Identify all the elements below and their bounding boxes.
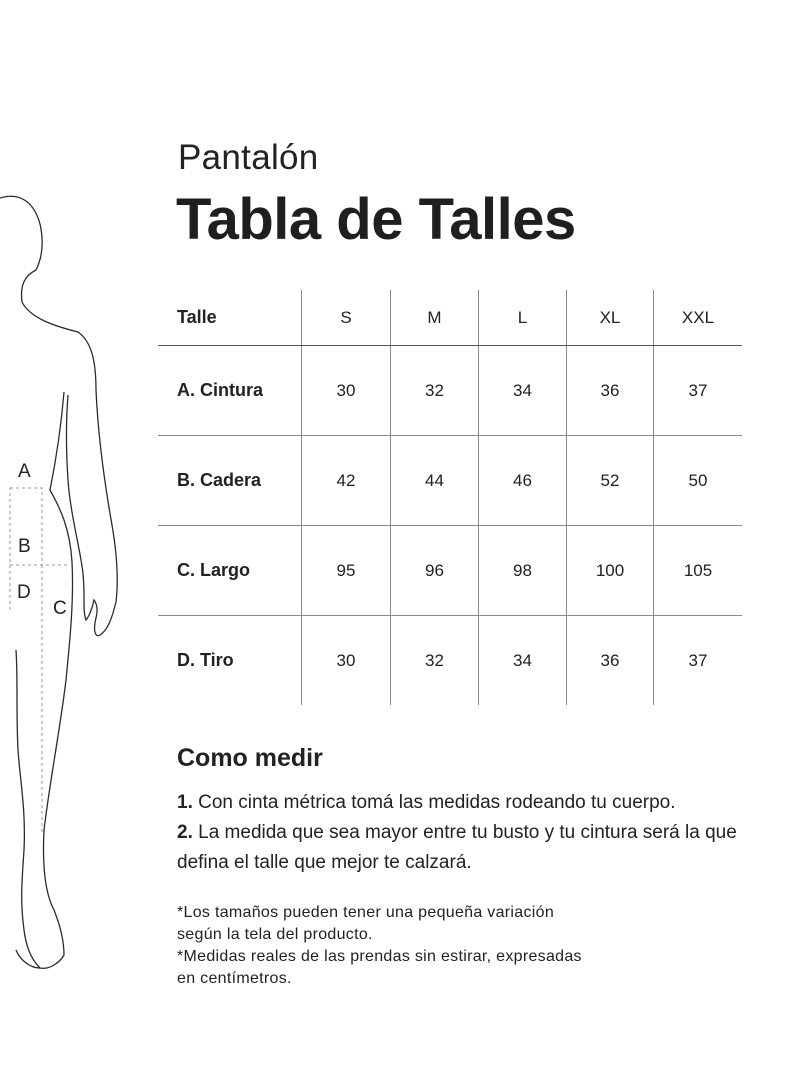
table-corner-label: Talle — [158, 290, 302, 346]
figure-label-c: C — [53, 598, 67, 619]
footnote-line: según la tela del producto. — [177, 926, 373, 943]
footnote-line: *Medidas reales de las prendas sin estirar, expresadas — [177, 948, 582, 965]
table-cell: 32 — [391, 346, 479, 436]
step-text: La medida que sea mayor entre tu busto y tu cintura será la que defina el talle que mejor te calzará. — [177, 822, 737, 873]
table-cell: 96 — [391, 526, 479, 616]
table-cell: 95 — [302, 526, 391, 616]
size-header-xl: XL — [567, 290, 654, 346]
table-cell: 98 — [479, 526, 567, 616]
table-cell: 36 — [567, 346, 654, 436]
table-cell: 50 — [654, 436, 743, 526]
table-cell: 46 — [479, 436, 567, 526]
table-row-largo — [158, 526, 742, 616]
step-text: Con cinta métrica tomá las medidas rodeando tu cuerpo. — [198, 792, 676, 813]
size-chart-table — [158, 290, 742, 705]
table-cell: 52 — [567, 436, 654, 526]
table-row-cadera — [158, 436, 742, 526]
table-cell: 30 — [302, 616, 391, 706]
body-silhouette-illustration — [0, 190, 130, 980]
table-cell: 32 — [391, 616, 479, 706]
figure-label-b: B — [18, 536, 31, 557]
footnote-line: *Los tamaños pueden tener una pequeña variación — [177, 904, 555, 921]
page-subtitle: Pantalón — [178, 138, 319, 177]
step-number: 2. — [177, 822, 193, 843]
table-cell: 44 — [391, 436, 479, 526]
table-cell: 30 — [302, 346, 391, 436]
table-cell: 37 — [654, 346, 743, 436]
size-header-l: L — [479, 290, 567, 346]
row-label: B. Cadera — [158, 436, 302, 526]
table-cell: 105 — [654, 526, 743, 616]
step-item — [177, 818, 777, 878]
table-header-row — [158, 290, 742, 346]
table-cell: 34 — [479, 616, 567, 706]
page-title: Tabla de Talles — [176, 187, 576, 252]
row-label: A. Cintura — [158, 346, 302, 436]
figure-label-d: D — [17, 582, 31, 603]
table-cell: 100 — [567, 526, 654, 616]
table-cell: 34 — [479, 346, 567, 436]
row-label: D. Tiro — [177, 650, 234, 670]
table-row-tiro — [158, 616, 742, 706]
how-to-measure-heading: Como medir — [177, 744, 323, 772]
table-cell: 36 — [567, 616, 654, 706]
row-label: C. Largo — [158, 526, 302, 616]
step-number: 1. — [177, 792, 193, 813]
figure-label-a: A — [18, 461, 31, 482]
size-header-m: M — [391, 290, 479, 346]
size-header-s: S — [302, 290, 391, 346]
footnote-line: en centímetros. — [177, 970, 292, 987]
size-header-xxl: XXL — [654, 290, 743, 346]
table-row-cintura — [158, 346, 742, 436]
table-cell: 42 — [302, 436, 391, 526]
footnotes — [177, 902, 697, 990]
table-cell: 37 — [654, 616, 743, 706]
how-to-steps — [177, 788, 777, 878]
step-item — [177, 788, 777, 818]
